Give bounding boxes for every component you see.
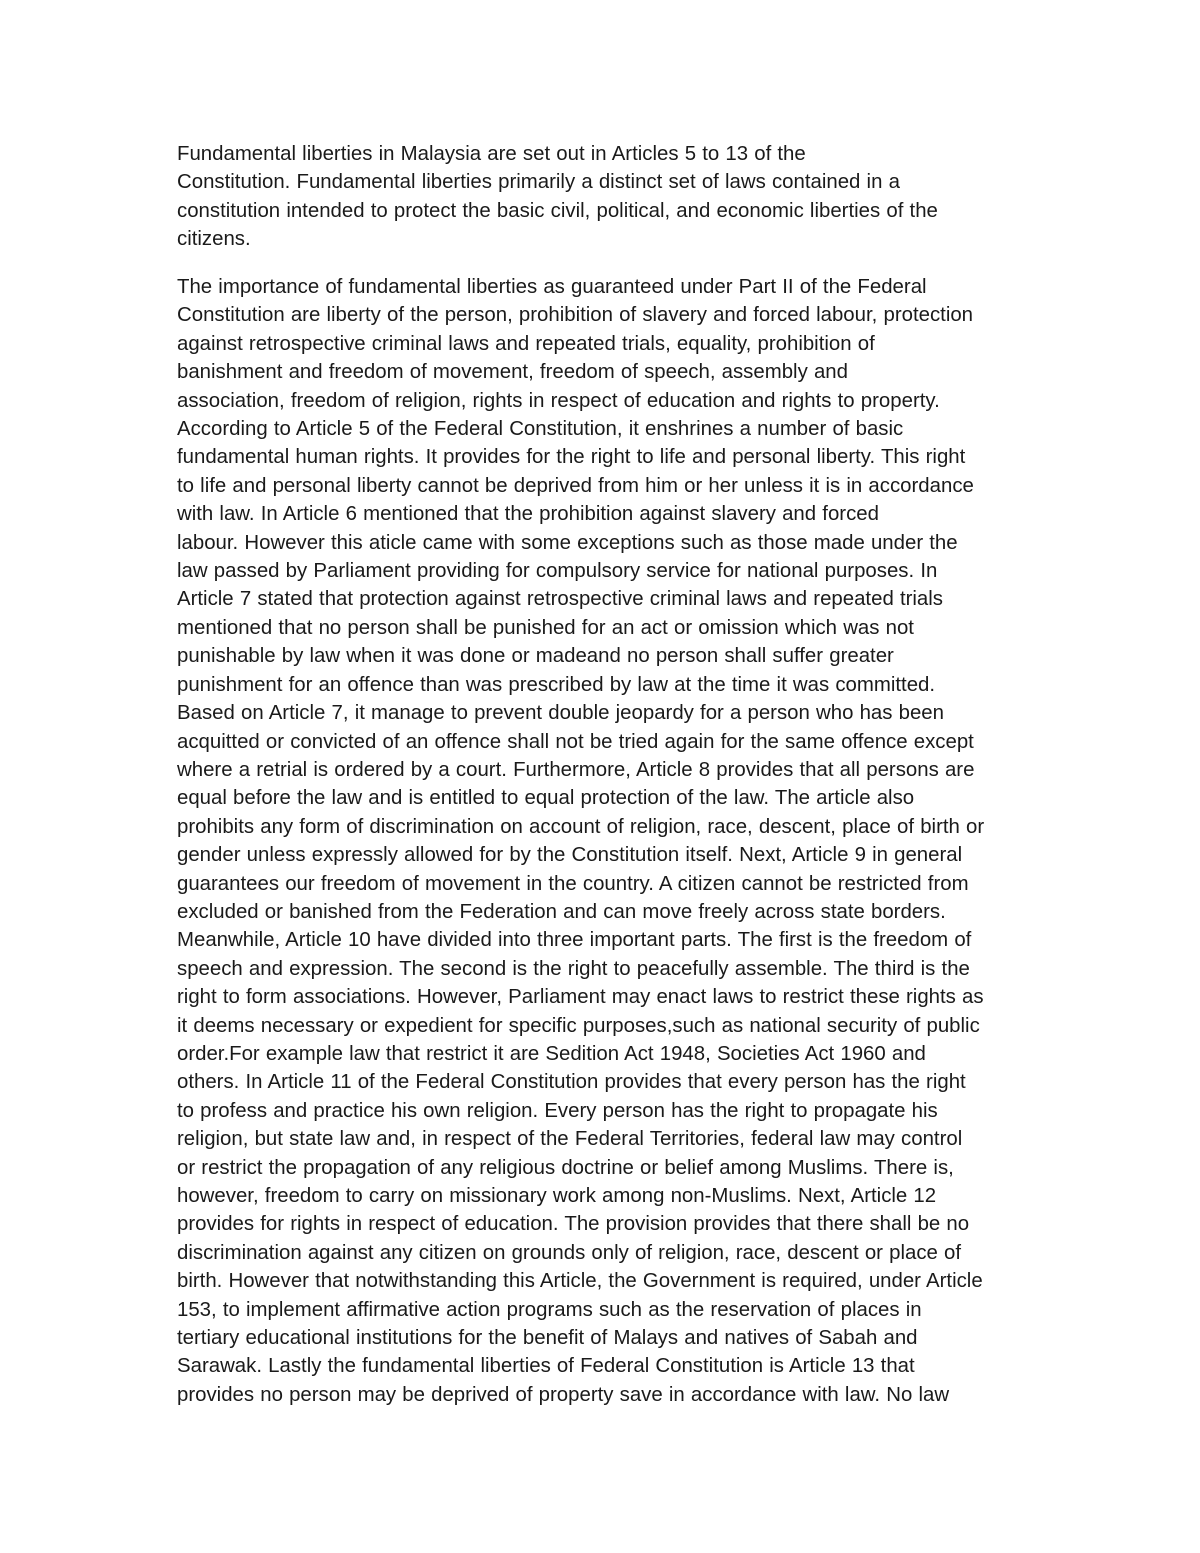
body-paragraph: The importance of fundamental liberties as guaranteed under Part II of the Federal Constitution are liberty of the person, prohibition of slavery and forced labour, protection against retrospective criminal laws and repeated trials, equality, prohibition of banishment and freedom of movement, freedom of speech, assembly and association, freedom of religion, rights in respect of education and rights to property. According to Article 5 of the Federal Constitution, it enshrines a number of basic fundamental human rights. It provides for the right to life and personal liberty. This right to life and personal liberty cannot be deprived from him or her unless it is in accordance with law. In Article 6 mentioned that the prohibition against slavery and forced labour. However this aticle came with some exceptions such as those made under the law passed by Parliament providing for compulsory service for national purposes. In Article 7 stated that protection against retrospective criminal laws and repeated trials mentioned that no person shall be punished for an act or omission which was not punishable by law when it was done or madeand no person shall suffer greater punishment for an offence than was prescribed by law at the time it was committed. Based on Article 7, it manage to prevent double jeopardy for a person who has been acquitted or convicted of an offence shall not be tried again for the same offence except where a retrial is ordered by a court. Furthermore, Article 8 provides that all persons are equal before the law and is entitled to equal protection of the law. The article also prohibits any form of discrimination on account of religion, race, descent, place of birth or gender unless expressly allowed for by the Constitution itself. Next, Article 9 in general guarantees our freedom of movement in the country. A citizen cannot be restricted from excluded or banished from the Federation and can move freely across state borders. Meanwhile, Article 10 have divided into three important parts. The first is the freedom of speech and expression. The second is the right to peacefully assemble. The third is the right to form associations. However, Parliament may enact laws to restrict these rights as it deems necessary or expedient for specific purposes,such as national security of public order.For example law that restrict it are Sedition Act 1948, Societies Act 1960 and others. In Article 11 of the Federal Constitution provides that every person has the right to profess and practice his own religion. Every person has the right to propagate his religion, but state law and, in respect of the Federal Territories, federal law may control or restrict the propagation of any religious doctrine or belief among Muslims. There is, however, freedom to carry on missionary work among non-Muslims. Next, Article 12 provides for rights in respect of education. The provision provides that there shall be no discrimination against any citizen on grounds only of religion, race, descent or place of birth. However that notwithstanding this Article, the Government is required, under Article 153, to implement affirmative action programs such as the reservation of places in tertiary educational institutions for the benefit of Malays and natives of Sabah and Sarawak. Lastly the fundamental liberties of Federal Constitution is Article 13 that provides no person may be deprived of property save in accordance with law. No law [177, 276, 985, 1406]
intro-paragraph: Fundamental liberties in Malaysia are set out in Articles 5 to 13 of the Constitution. Fundamental liberties primarily a distinct set of laws contained in a constitution intended to protect the basic civil, political, and economic liberties of the citizens. [177, 143, 938, 251]
